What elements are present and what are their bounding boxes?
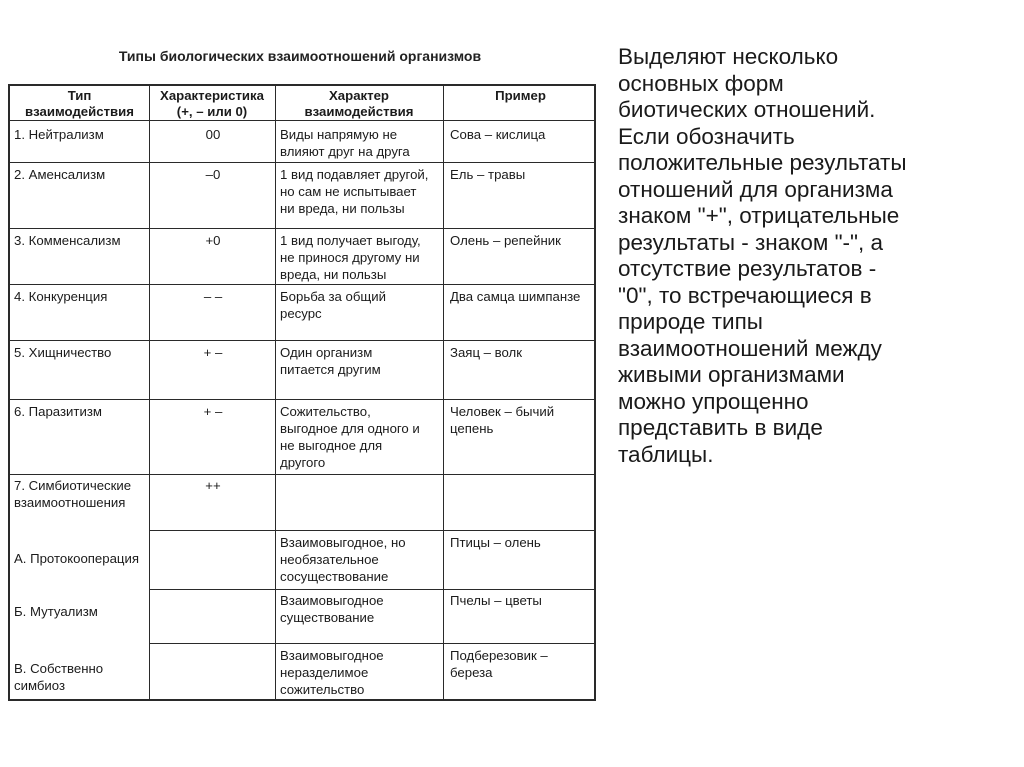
row-sign: +0 [205,233,221,248]
row-example: Олень – репейник [450,233,561,248]
row-type: 3. Комменсализм [14,233,121,248]
row-nature: Сожительство, выгодное для одного и не выгодное для другого [280,404,420,470]
row-nature: 1 вид подавляет другой, но сам не испытывает ни вреда, ни пользы [280,167,429,216]
row-divider [149,589,594,590]
row-type: 2. Аменсализм [14,167,106,182]
row-sign: + – [203,404,223,419]
row-divider [10,228,594,229]
row-type: 1. Нейтрализм [14,127,104,142]
row-divider [10,284,594,285]
row-divider [10,474,594,475]
row-divider [10,399,594,400]
row-type: 6. Паразитизм [14,404,102,419]
row-example: Сова – кислица [450,127,546,142]
row-example: Два самца шимпанзе [450,289,581,304]
row-example: Человек – бычий цепень [450,404,555,436]
table-title: Типы биологических взаимоотношений организмов [118,48,482,64]
row-divider [10,162,594,163]
interaction-types-table [8,84,596,701]
row-sign: – – [203,289,223,304]
row-nature: Взаимовыгодное существование [280,593,384,625]
row-sign: 00 [205,127,221,142]
row-example: Пчелы – цветы [450,593,542,608]
row-divider [149,530,594,531]
row-divider [149,643,594,644]
row-sign: ++ [205,478,221,493]
header-divider [10,120,594,121]
header-example: Пример [495,88,546,103]
row-type: А. Протокооперация [14,551,139,566]
row-nature: Взаимовыгодное неразделимое сожительство [280,648,384,697]
row-nature: Один организм питается другим [280,345,381,377]
row-type: 7. Симбиотические взаимоотношения [14,478,132,510]
row-sign: –0 [205,167,221,182]
row-example: Подберезовик – береза [450,648,548,680]
row-type: 4. Конкуренция [14,289,108,304]
header-type: Тип взаимодействия [25,88,134,119]
row-type: 5. Хищничество [14,345,112,360]
row-example: Заяц – волк [450,345,523,360]
row-example: Птицы – олень [450,535,541,550]
row-type: В. Собственно симбиоз [14,661,104,693]
column-divider [275,86,276,699]
row-divider [10,340,594,341]
row-nature: Виды напрямую не влияют друг на друга [280,127,410,159]
row-sign: + – [203,345,223,360]
header-sign: Характеристика (+, – или 0) [160,88,264,119]
row-example: Ель – травы [450,167,526,182]
header-nature: Характер взаимодействия [304,88,414,119]
row-nature: Взаимовыгодное, но необязательное сосуществование [280,535,406,584]
description-text: Выделяют несколько основных форм биотических отношений. Если обозначить положительные результаты отношений для организма знаком "+", отрицательные результаты - знаком "-", а отсутствие результатов - "0", то встречающиеся в природе типы взаимоотношений между живыми организмами можно упрощенно представить в виде таблицы. [618,44,907,467]
row-type: Б. Мутуализм [14,604,98,619]
row-nature: 1 вид получает выгоду, не принося другому ни вреда, ни пользы [280,233,421,282]
row-nature: Борьба за общий ресурс [280,289,386,321]
